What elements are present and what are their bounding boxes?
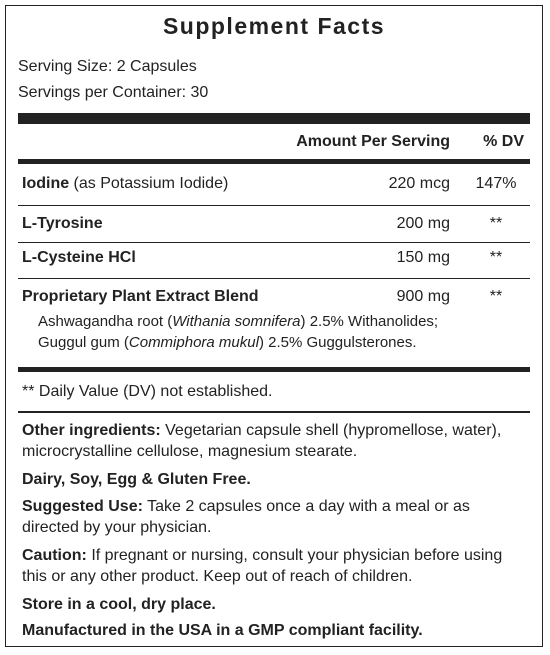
medium-divider [18, 367, 530, 372]
caution-statement: Caution: If pregnant or nursing, consult your physician before using this or any other product. Keep out of reach of children. [22, 547, 503, 585]
servings-per-container: Servings per Container: 30 [18, 84, 209, 101]
dv-footnote: ** Daily Value (DV) not established. [22, 383, 273, 400]
nutrient-l-cysteine: L-Cysteine HCl [22, 249, 136, 266]
allergen-statement: Dairy, Soy, Egg & Gluten Free. [22, 471, 251, 488]
storage-statement: Store in a cool, dry place. [22, 596, 216, 613]
manufacturing-statement: Manufactured in the USA in a GMP compliant facility. [22, 622, 423, 639]
dv-plant-blend: ** [489, 288, 503, 305]
blend-ingredient: Ashwagandha root (Withania somnifera) 2.5% Withanolides; [38, 313, 439, 330]
section-divider [18, 411, 530, 413]
amount-l-cysteine: 150 mg [396, 249, 450, 266]
dv-header: % DV [483, 133, 524, 150]
amount-iodine: 220 mcg [388, 175, 450, 192]
nutrient-plant-blend: Proprietary Plant Extract Blend [22, 288, 259, 305]
amount-header: Amount Per Serving [296, 133, 450, 150]
row-divider [18, 242, 530, 243]
amount-l-tyrosine: 200 mg [396, 215, 450, 232]
serving-size: Serving Size: 2 Capsules [18, 58, 197, 75]
blend-ingredient: Guggul gum (Commiphora mukul) 2.5% Guggulsterones. [38, 334, 417, 351]
panel-title: Supplement Facts [162, 13, 386, 39]
row-divider [18, 205, 530, 206]
supplement-facts-panel [5, 5, 543, 647]
other-ingredients: Other ingredients: Vegetarian capsule shell (hypromellose, water), microcrystalline cellulose, magnesium stearate. [22, 422, 502, 460]
dv-l-tyrosine: ** [489, 215, 503, 232]
dv-iodine: 147% [475, 175, 517, 192]
nutrient-l-tyrosine: L-Tyrosine [22, 215, 103, 232]
suggested-use: Suggested Use: Take 2 capsules once a day with a meal or as directed by your physician. [22, 498, 470, 536]
amount-plant-blend: 900 mg [396, 288, 450, 305]
row-divider [18, 278, 530, 279]
nutrient-iodine: Iodine (as Potassium Iodide) [22, 175, 229, 192]
thick-divider [18, 113, 530, 124]
medium-divider [18, 159, 530, 164]
dv-l-cysteine: ** [489, 249, 503, 266]
